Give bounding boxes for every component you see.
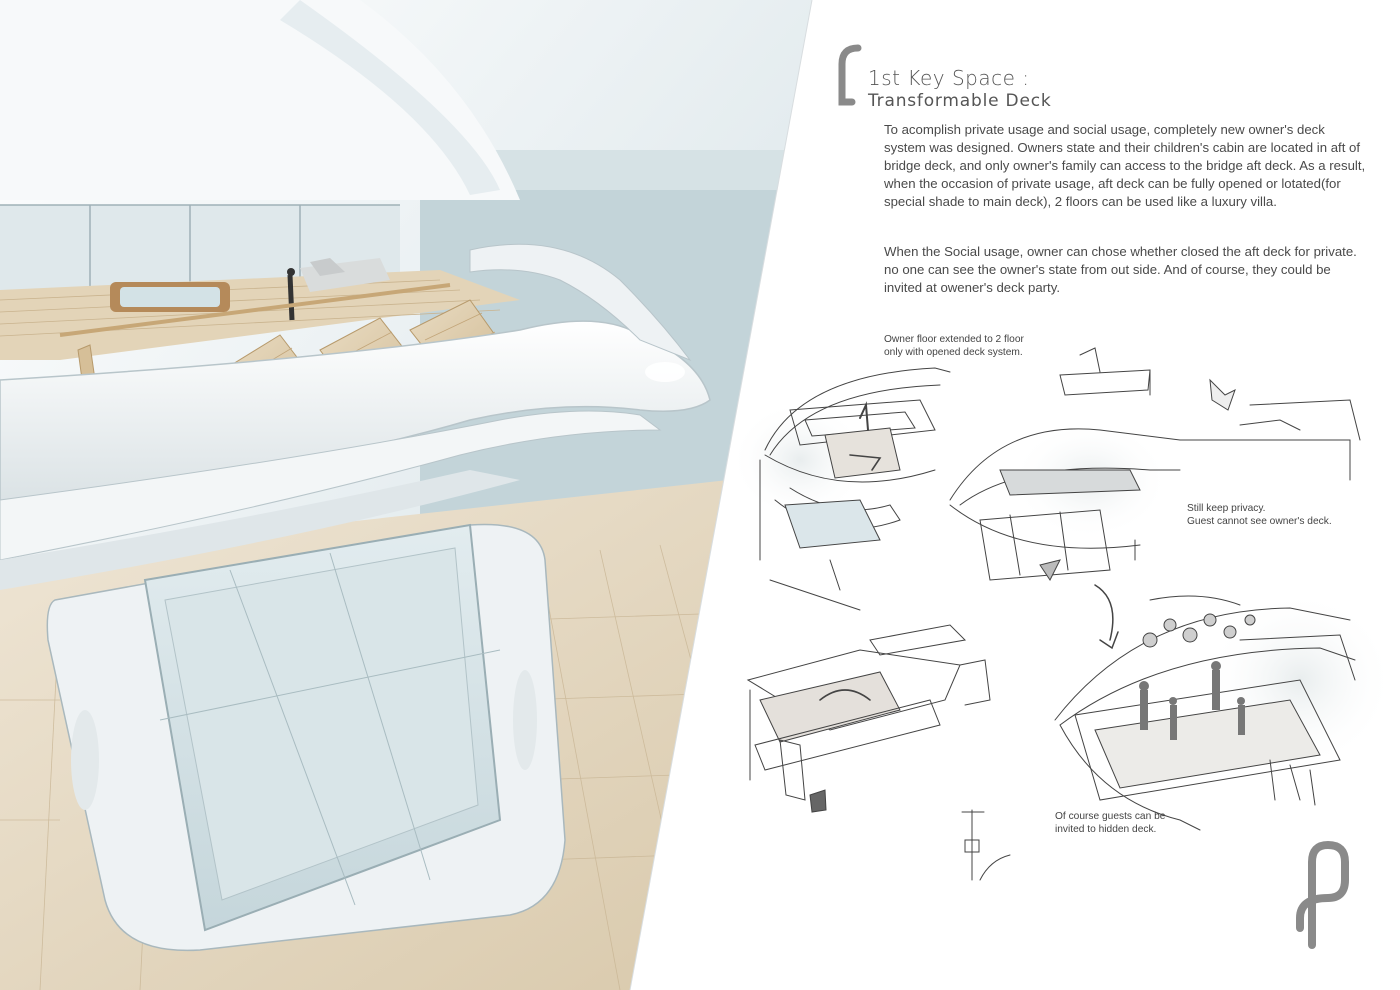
intro-paragraph: To acomplish private usage and social usage, completely new owner's deck system was designed. Owners state and their children's cabin are located in aft of bridge deck, and only owner's family can access to the bridge aft deck. As a result, when the occasion of private usage, aft deck can be fully opened or lotated(for special shade to main deck), 2 floors can be used like a luxury villa. bbox=[884, 122, 1366, 209]
heading-line-1: 1st Key Space : bbox=[868, 66, 1030, 90]
heading-logo-icon bbox=[842, 48, 858, 102]
social-usage-paragraph: When the Social usage, owner can chose whether closed the aft deck for private. no one can see the owner's state from out side. And of course, they could be invited at owener's deck party. bbox=[884, 244, 1357, 295]
sketch-note-owner-floor: Owner floor extended to 2 floor only with opened deck system. bbox=[884, 334, 1024, 358]
heading-line-2: Transformable Deck bbox=[868, 91, 1052, 111]
sketch-note-privacy: Still keep privacy. Guest cannot see owner's deck. bbox=[1187, 503, 1332, 527]
concept-sketches bbox=[730, 348, 1395, 880]
brand-logo bbox=[1300, 845, 1345, 945]
sketch-note-guests: Of course guests can be invited to hidden deck. bbox=[1055, 811, 1166, 835]
